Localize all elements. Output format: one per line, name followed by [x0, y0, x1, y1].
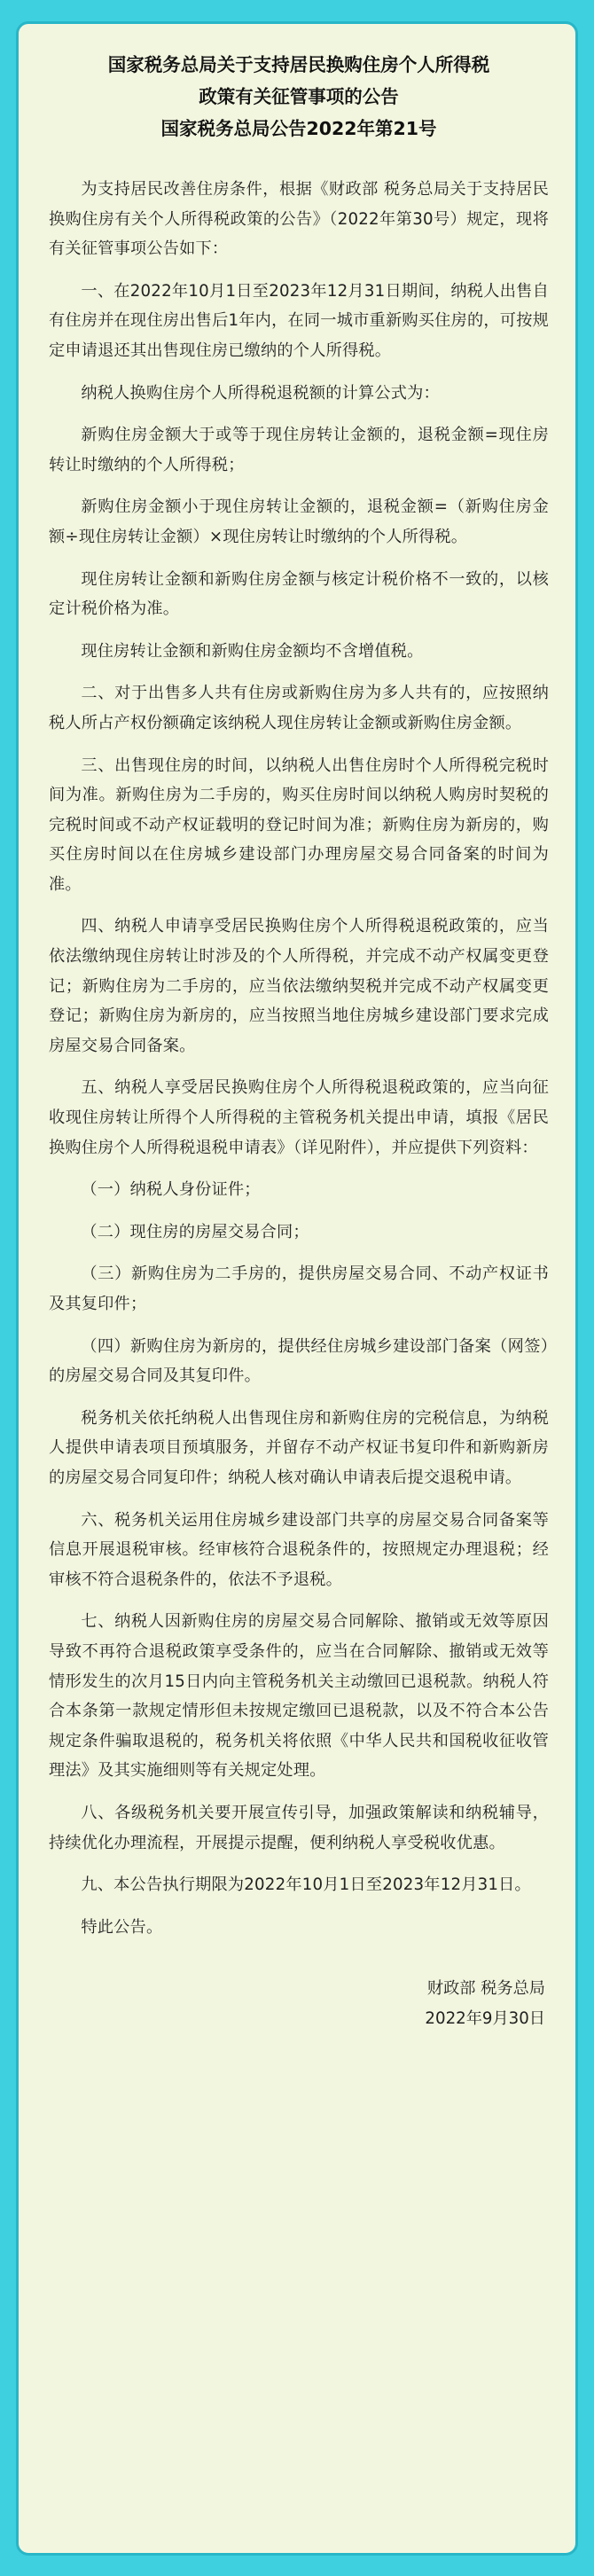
paragraph-article-5: 五、纳税人享受居民换购住房个人所得税退税政策的，应当向征收现住房转让所得个人所得税的主管税务机关提出申请，填报《居民换购住房个人所得税退税申请表》（详见附件），并应提供下列资料：: [49, 1078, 549, 1157]
paragraph-formula-case-2: 新购住房金额小于现住房转让金额的，退税金额=（新购住房金额÷现住房转让金额）×现住房转让时缴纳的个人所得税。: [49, 497, 549, 546]
paragraph-article-7: 七、纳税人因新购住房的房屋交易合同解除、撤销或无效等原因导致不再符合退税政策享受条件的，应当在合同解除、撤销或无效等情形发生的次月15日内向主管税务机关主动缴回已退税款。纳税人符合本条第一款规定情形但未按规定缴回已退税款，以及不符合本公告规定条件骗取退税的，税务机关将依照《中华人民共和国税收征收管理法》及其实施细则等有关规定处理。: [49, 1612, 549, 1781]
paragraph-prefill-service: 税务机关依托纳税人出售现住房和新购住房的完税信息，为纳税人提供申请表项目预填服务，并留存不动产权证书复印件和新购新房的房屋交易合同复印件；纳税人核对确认申请表后提交退税申请。: [49, 1408, 549, 1487]
title-line-3: 国家税务总局公告2022年第21号: [160, 118, 437, 139]
paragraph-item-3: （三）新购住房为二手房的，提供房屋交易合同、不动产权证书及其复印件；: [49, 1265, 549, 1313]
paragraph-closing: 特此公告。: [81, 1917, 163, 1937]
paragraph-assessed-price: 现住房转让金额和新购住房金额与核定计税价格不一致的，以核定计税价格为准。: [49, 569, 549, 619]
paragraph-item-4: （四）新购住房为新房的，提供经住房城乡建设部门备案（网签）的房屋交易合同及其复印件。: [49, 1336, 549, 1386]
paragraph-article-9: 九、本公告执行期限为2022年10月1日至2023年12月31日。: [81, 1875, 531, 1895]
paragraph-formula-intro: 纳税人换购住房个人所得税退税额的计算公式为：: [81, 383, 440, 403]
paragraph-article-2: 二、对于出售多人共有住房或新购住房为多人共有的，应按照纳税人所占产权份额确定该纳税人现住房转让金额或新购住房金额。: [49, 684, 549, 732]
paragraph-formula-case-1: 新购住房金额大于或等于现住房转让金额的，退税金额=现住房转让时缴纳的个人所得税；: [49, 426, 549, 474]
paragraph-intro: 为支持居民改善住房条件，根据《财政部 税务总局关于支持居民换购住房有关个人所得税政策的公告》（2022年第30号）规定，现将有关征管事项公告如下：: [49, 180, 549, 259]
document-title: [49, 49, 549, 145]
paragraph-item-2: （二）现住房的房屋交易合同；: [81, 1222, 309, 1241]
paragraph-article-1: 一、在2022年10月1日至2023年12月31日期间，纳税人出售自有住房并在现住房出售后1年内，在同一城市重新购买住房的，可按规定申请退还其出售现住房已缴纳的个人所得税。: [49, 281, 549, 360]
paragraph-article-8: 八、各级税务机关要开展宣传引导，加强政策解读和纳税辅导，持续优化办理流程，开展提示提醒，便利纳税人享受税收优惠。: [49, 1803, 549, 1852]
paragraph-article-3: 三、出售现住房的时间，以纳税人出售住房时个人所得税完税时间为准。新购住房为二手房的，购买住房时间以纳税人购房时契税的完税时间或不动产权证载明的登记时间为准；新购住房为新房的，购买住房时间以在住房城乡建设部门办理房屋交易合同备案的时间为准。: [49, 756, 549, 894]
paragraph-article-6: 六、税务机关运用住房城乡建设部门共享的房屋交易合同备案等信息开展退税审核。经审核符合退税条件的，按照规定办理退税；经审核不符合退税条件的，依法不予退税。: [49, 1510, 549, 1589]
paragraph-vat-exclusion: 现住房转让金额和新购住房金额均不含增值税。: [81, 641, 424, 661]
title-line-1: 国家税务总局关于支持居民换购住房个人所得税: [107, 54, 490, 75]
issuer-name: 财政部 税务总局: [426, 1979, 545, 1999]
title-line-2: 政策有关征管事项的公告: [199, 86, 399, 107]
signature-block: [49, 1974, 549, 2034]
paragraph-article-4: 四、纳税人申请享受居民换购住房个人所得税退税政策的，应当依法缴纳现住房转让时涉及的个人所得税，并完成不动产权属变更登记；新购住房为二手房的，应当依法缴纳契税并完成不动产权属变更登记；新购住房为新房的，应当按照当地住房城乡建设部门要求完成房屋交易合同备案。: [49, 917, 549, 1055]
announcement-card: [16, 21, 578, 2556]
document-body: [49, 175, 549, 1942]
issue-date: 2022年9月30日: [425, 2009, 545, 2029]
paragraph-item-1: （一）纳税人身份证件；: [81, 1180, 261, 1200]
